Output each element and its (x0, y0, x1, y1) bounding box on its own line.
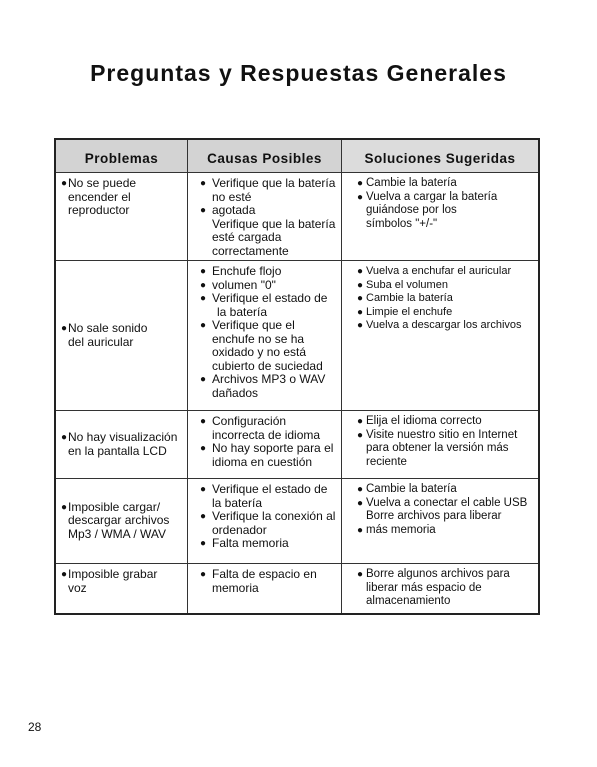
bullet-icon: ● (200, 279, 207, 291)
solution-item (357, 191, 534, 205)
bullet-icon: ● (200, 538, 207, 549)
solution-item (357, 265, 538, 279)
causes-cell (188, 411, 342, 478)
cause-text: Configuración incorrecta de idioma (212, 414, 321, 442)
page-number: 28 (28, 720, 42, 734)
solution-text: Elija el idioma correcto (366, 415, 482, 427)
solution-item (357, 524, 528, 538)
solution-item (357, 429, 518, 470)
problem-cell (56, 173, 188, 260)
solution-text: Cambie la batería (366, 177, 457, 189)
bullet-icon: ● (61, 569, 68, 580)
problem-line: Imposible grabar (68, 567, 158, 581)
cause-text: volumen "0" (212, 277, 276, 292)
problem-cell (56, 261, 188, 410)
bullet-icon: ● (357, 320, 364, 331)
problem-line: encender el (68, 189, 131, 204)
solution-item (357, 292, 538, 306)
problem-line: Imposible cargar/ (68, 499, 161, 514)
causes-cell (188, 261, 342, 410)
solution-item (357, 204, 534, 231)
cause-text: Verifique el estado de (212, 291, 328, 305)
cause-item (200, 568, 337, 595)
bullet-icon: ● (200, 205, 207, 216)
solution-text: Suba el volumen (366, 278, 448, 291)
solution-text: Vuelva a enchufar el auricular (366, 265, 512, 277)
problem-item (61, 501, 169, 542)
solution-text: Vuelva a conectar el cable USB (366, 496, 528, 509)
solution-text: Cambie la batería (366, 483, 457, 495)
cause-text: Verifique que la batería no esté (212, 176, 336, 204)
bullet-icon: ● (200, 293, 207, 304)
bullet-icon: ● (357, 293, 364, 304)
page-title: Preguntas y Respuestas Generales (90, 60, 507, 86)
solution-text: Borre archivos para liberar (366, 510, 502, 522)
problem-line: en la pantalla LCD (68, 443, 167, 458)
solution-item (357, 306, 538, 320)
header-solutions: Soluciones Sugeridas (342, 140, 538, 172)
solutions-cell (342, 479, 538, 563)
cause-item (200, 218, 337, 259)
solutions-cell (342, 411, 538, 478)
cause-text: Enchufe flojo (212, 264, 282, 278)
cause-text: la batería (217, 304, 268, 319)
bullet-icon: ● (357, 484, 364, 495)
problem-line: reproductor (68, 203, 130, 217)
cause-item (200, 265, 337, 279)
cause-item (200, 442, 337, 469)
cause-item (200, 292, 337, 306)
problem-line: descargar archivos (68, 513, 170, 528)
table-row (56, 478, 538, 563)
table-header-row (56, 140, 538, 172)
bullet-icon: ● (200, 511, 207, 522)
bullet-icon: ● (200, 320, 207, 331)
cause-item (200, 373, 337, 400)
bullet-icon: ● (357, 497, 364, 509)
solution-item (357, 483, 528, 497)
problem-cell (56, 479, 188, 563)
cause-text: agotada (212, 203, 256, 217)
cause-text: No hay soporte para el idioma en cuestión (212, 441, 334, 469)
table-row (56, 172, 538, 260)
problem-line: voz (68, 580, 87, 595)
bullet-icon: ● (61, 501, 68, 513)
cause-item (200, 279, 337, 293)
faq-table (54, 138, 540, 615)
problem-line: del auricular (68, 334, 134, 349)
causes-cell (188, 479, 342, 563)
table-row (56, 563, 538, 613)
problem-line: No hay visualización (68, 430, 178, 444)
bullet-icon: ● (357, 524, 364, 536)
bullet-icon: ● (61, 432, 68, 443)
solution-text: Visite nuestro sitio en Internet para obtener la versión más reciente (366, 428, 518, 468)
solution-text: Vuelva a descargar los archivos (366, 319, 522, 331)
cause-item (200, 177, 337, 204)
problem-line: No se puede (68, 176, 137, 190)
table-row (56, 260, 538, 410)
cause-text: Archivos MP3 o WAV dañados (212, 372, 326, 400)
bullet-icon: ● (200, 374, 207, 385)
bullet-icon: ● (200, 443, 207, 454)
bullet-icon: ● (357, 178, 364, 189)
solution-item (357, 510, 528, 524)
bullet-icon: ● (200, 416, 207, 427)
cause-text: Verifique que el enchufe no se ha oxidado y no está cubierto de suciedad (212, 318, 323, 373)
cause-item (200, 483, 337, 510)
cause-text: Verifique que la batería esté cargada correctamente (212, 216, 336, 258)
problem-line: No sale sonido (68, 321, 148, 335)
cause-text: Falta de espacio en memoria (212, 567, 317, 595)
solution-text: más memoria (366, 523, 436, 536)
bullet-icon: ● (357, 279, 364, 291)
problem-line: Mp3 / WMA / WAV (68, 526, 167, 541)
bullet-icon: ● (357, 429, 364, 441)
causes-cell (188, 173, 342, 260)
solution-item (357, 568, 530, 609)
bullet-icon: ● (61, 323, 68, 334)
cause-item (200, 204, 337, 218)
cause-item (200, 537, 337, 551)
cause-item (200, 510, 337, 537)
cause-text: Verifique el estado de la batería (212, 482, 328, 510)
solution-item (357, 319, 538, 333)
cause-item (200, 319, 337, 373)
bullet-icon: ● (200, 266, 207, 277)
cause-item (200, 306, 337, 320)
solution-item (357, 415, 518, 429)
solution-text: Vuelva a cargar la batería (366, 190, 498, 203)
problem-item (61, 431, 177, 458)
header-problems: Problemas (56, 140, 188, 172)
solution-text: Limpie el enchufe (366, 305, 453, 318)
solutions-cell (342, 173, 538, 260)
causes-cell (188, 564, 342, 613)
solutions-cell (342, 564, 538, 613)
solution-text: Borre algunos archivos para liberar más espacio de almacenamiento (366, 568, 510, 607)
table-row (56, 410, 538, 478)
solution-text: Cambie la batería (366, 292, 453, 304)
bullet-icon: ● (357, 191, 364, 203)
problem-cell (56, 564, 188, 613)
cause-text: Verifique la conexión al ordenador (212, 509, 336, 537)
solutions-cell (342, 261, 538, 410)
solution-item (357, 279, 538, 293)
cause-item (200, 415, 337, 442)
bullet-icon: ● (200, 569, 207, 580)
solution-text: guiándose por los símbolos "+/-" (366, 204, 457, 230)
header-causes: Causas Posibles (188, 140, 342, 172)
problem-item (61, 322, 147, 349)
bullet-icon: ● (200, 178, 207, 189)
problem-cell (56, 411, 188, 478)
solution-item (357, 497, 528, 511)
problem-item (61, 568, 183, 595)
problem-item (61, 177, 183, 218)
bullet-icon: ● (61, 178, 68, 189)
bullet-icon: ● (357, 266, 364, 277)
bullet-icon: ● (200, 484, 207, 495)
cause-text: Falta memoria (212, 536, 289, 550)
bullet-icon: ● (357, 416, 364, 427)
bullet-icon: ● (357, 569, 364, 580)
solution-item (357, 177, 534, 191)
bullet-icon: ● (357, 306, 364, 318)
